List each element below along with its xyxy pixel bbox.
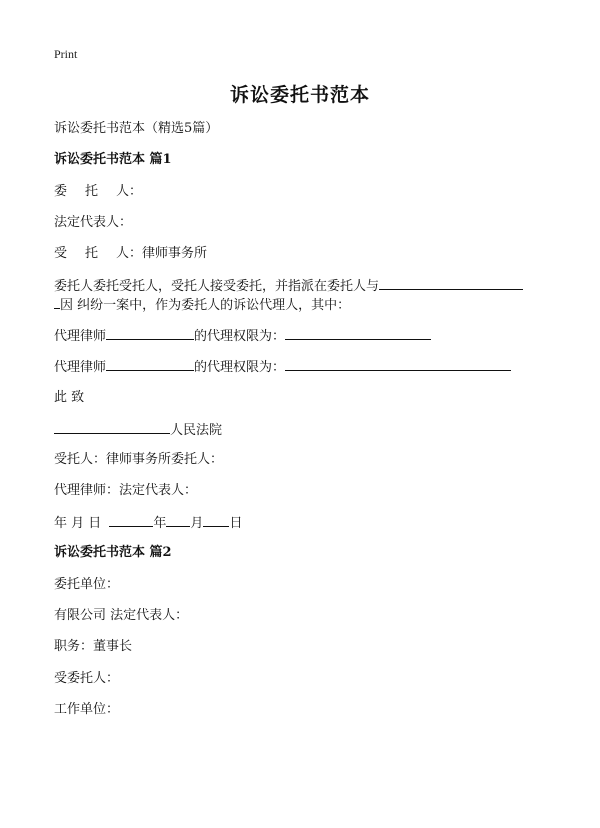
principal-label-b: 托 [85,184,99,199]
document-subtitle: 诉讼委托书范本（精选5篇） [54,121,219,136]
signature-line-2: 代理律师：法定代表人： [54,483,198,498]
blank-authority-2 [285,357,511,371]
blank-day [203,513,229,527]
salutation-line: 此 致 [54,390,85,405]
blank-party [379,276,523,290]
blank-month [166,513,190,527]
court-suffix: 人民法院 [170,423,223,438]
agent-label-c: 人： [116,246,143,261]
section-2-heading: 诉讼委托书范本 篇2 [54,545,172,560]
agent-value: 律师事务所 [142,246,208,261]
principal-label-a: 委 [54,184,68,199]
blank-authority-1 [285,326,431,340]
agent-label-b: 托 [85,246,99,261]
legal-representative-line: 法定代表人： [54,215,133,230]
date-year: 年 [153,516,167,531]
paragraph-line-2 [54,295,350,315]
date-month: 月 [190,516,204,531]
section-1-heading: 诉讼委托书范本 篇1 [54,152,172,167]
unit-line: 委托单位： [54,577,120,592]
blank-court [54,420,170,434]
date-day: 日 [229,516,243,531]
lawyer-label-2: 代理律师 [54,360,107,375]
signature-line-1: 受托人：律师事务所委托人： [54,452,224,467]
date-line [54,513,242,533]
blank-lawyer-1 [106,326,194,340]
blank-lawyer-2 [106,357,194,371]
lawyer-line-1 [54,326,431,346]
lawyer-authority-label-2: 的代理权限为： [194,360,286,375]
lawyer-authority-label-1: 的代理权限为： [194,329,286,344]
paragraph-line-1 [54,276,523,296]
position-line: 职务：董事长 [54,639,133,654]
court-line [54,420,222,440]
paragraph-text-1: 委托人委托受托人，受托人接受委托，并指派在委托人与 [54,279,380,294]
trustee-line: 受委托人： [54,671,120,686]
print-label[interactable]: Print [54,47,78,61]
principal-label-c: 人： [116,184,143,199]
date-prefix: 年 月 日 [54,516,102,531]
paragraph-text-2: 因 纠纷一案中，作为委托人的诉讼代理人，其中： [60,298,351,313]
document-title: 诉讼委托书范本 [229,84,370,106]
work-unit-line: 工作单位： [54,702,120,717]
company-rep-line: 有限公司 法定代表人： [54,608,189,623]
lawyer-label-1: 代理律师 [54,329,107,344]
principal-line [54,183,142,201]
blank-year [109,513,153,527]
agent-label-a: 受 [54,246,68,261]
agent-line [54,245,207,263]
lawyer-line-2 [54,357,511,377]
